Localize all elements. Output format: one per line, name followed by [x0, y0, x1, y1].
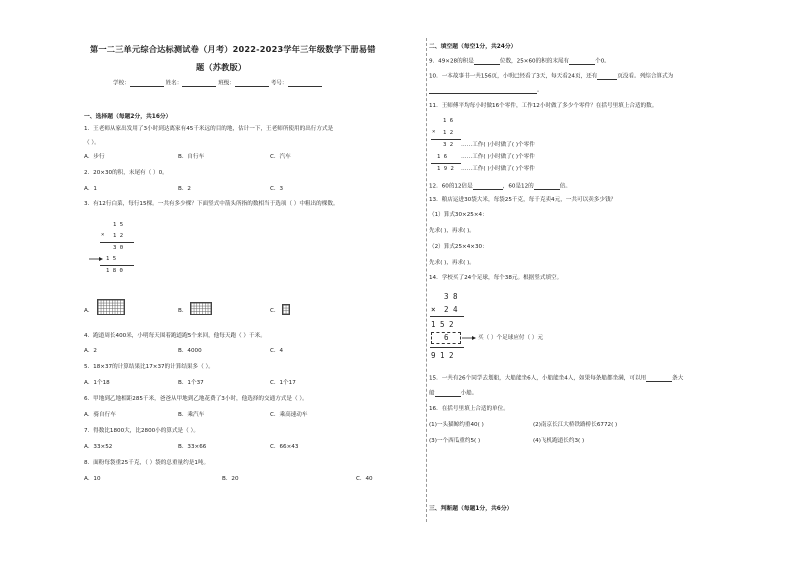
column-divider: [426, 38, 427, 522]
name-label: 姓名：: [165, 80, 183, 87]
section-choice-heading: 一、选择题（每题2分，共16分）: [84, 114, 172, 120]
q6-option-a[interactable]: A．骑自行车: [84, 412, 116, 418]
q13-sub1-answer[interactable]: 先求( )，再求( )。: [429, 228, 475, 234]
q2-text: 2．20×30的积，末尾有（ ）0。: [84, 170, 168, 176]
q15-line2: [429, 391, 477, 397]
exam-no-label: 考号：: [270, 80, 288, 87]
q9-blank-2[interactable]: [569, 59, 595, 65]
q15-blank-2[interactable]: [435, 391, 461, 397]
q8-text: 8．面粉每袋重25千克，（ ）袋的总重量约是1吨。: [84, 460, 210, 466]
exam-no-field[interactable]: [288, 81, 322, 87]
q3-vertical-row3: 3 0: [113, 245, 124, 251]
school-field[interactable]: [130, 81, 164, 87]
q3-option-a-dot-grid: [97, 299, 125, 315]
q11-vertical-line1: [431, 139, 461, 140]
q13-sub2: （2）算式25×4×30：: [429, 244, 488, 250]
q11-desc-1: ……工作( )小时做了( )个零件: [461, 142, 535, 148]
arrow-right-icon: [462, 335, 476, 344]
q14-vertical-line2: [430, 347, 464, 348]
q5-option-c[interactable]: C．1个17: [270, 380, 296, 386]
q15-end: 条大: [672, 375, 684, 382]
q15-line2b: 小船。: [460, 390, 478, 397]
q14-vertical-row1: 3 8: [444, 292, 458, 301]
q11-desc-2: ……工作( )小时做了( )个零件: [461, 154, 535, 160]
q5-option-b[interactable]: B．1个37: [178, 380, 204, 386]
q10-line: [429, 74, 673, 80]
q3-option-a[interactable]: A．: [84, 308, 94, 314]
q16-item-3[interactable]: (3)一个西瓜重约5( ): [429, 438, 481, 444]
exam-title-line2: 题（苏教版）: [196, 62, 247, 72]
q1-text2: （ ）。: [84, 140, 100, 146]
q14-vertical-row3: 1 5 2: [431, 320, 454, 329]
arrow-right-icon: [89, 256, 103, 265]
q15-line: [429, 376, 683, 382]
q9-blank-1[interactable]: [474, 59, 500, 65]
q11-vertical-row4: 1 6: [437, 154, 448, 160]
q7-option-c[interactable]: C．66×43: [270, 444, 299, 450]
q16-text: 16．在括号里填上合适的单位。: [429, 406, 509, 412]
q11-vertical-row3: 3 2: [443, 142, 454, 148]
q10-text: 10．一本故事书一共156页，小明已经看了3天，每天看24页，还有: [429, 73, 598, 80]
q14-arrow-text: 买（ ）个足球应付（ ）元: [478, 335, 544, 341]
q15-line2a: 船: [429, 390, 435, 397]
q1-option-b[interactable]: B．自行车: [178, 154, 205, 160]
q12-blank-1[interactable]: [473, 184, 503, 190]
q12-blank-2[interactable]: [534, 184, 560, 190]
q3-vertical-row4: 1 5: [106, 256, 117, 262]
q11-text: 11．王师傅平均每小时做16个零件，工作12小时做了多少个零件？在括号里填上合适的数。: [429, 103, 658, 109]
q12-text: 12．60的12倍是: [429, 183, 473, 190]
class-label: 班级：: [218, 80, 235, 87]
q13-sub2-answer[interactable]: 先求( )，再求( )。: [429, 260, 475, 266]
q14-vertical-line1: [430, 316, 464, 317]
q2-option-c[interactable]: C．3: [270, 186, 284, 192]
q3-option-c[interactable]: C．: [270, 308, 280, 314]
q4-text: 4．跑道周长400米，小明每天围着跑道跑5个来回，他每天跑（ ）千米。: [84, 333, 266, 339]
q3-option-b-dot-grid: [190, 302, 212, 315]
q3-vertical-line1: [100, 242, 134, 243]
q8-option-c[interactable]: C．40: [356, 476, 373, 482]
q11-vertical-row2: 1 2: [443, 130, 454, 136]
q11-vertical-line2: [431, 163, 461, 164]
q9-end: 个0。: [595, 58, 610, 65]
q8-option-b[interactable]: B．20: [222, 476, 239, 482]
q12-line: [429, 184, 571, 190]
q10-end: 页没看。列综合算式为: [617, 73, 674, 80]
q15-blank-1[interactable]: [646, 376, 672, 382]
q3-text: 3．有12行白菜，每行15棵。一共有多少棵？下面竖式中箭头所指的数相当于选项（ ）中粗出的棵数。: [84, 201, 339, 207]
q7-option-a[interactable]: A．33×52: [84, 444, 113, 450]
q9-line: [429, 59, 610, 65]
q4-option-a[interactable]: A．2: [84, 348, 97, 354]
q11-vertical-times: ×: [432, 129, 436, 135]
q10-line2-end: 。: [537, 87, 543, 94]
section-fill-heading: 二、填空题（每空1分，共24分）: [429, 44, 517, 50]
q9-text: 9．49×28的积是: [429, 58, 474, 65]
q2-option-a[interactable]: A．1: [84, 186, 97, 192]
q15-text: 15．一共有26个同学去划船，大船能坐6人，小船能坐4人，如果每条船都坐满，可以用: [429, 375, 647, 382]
q13-sub1: （1）算式30×25×4：: [429, 212, 488, 218]
q3-vertical-row1: 1 5: [113, 222, 124, 228]
q10-line2: [429, 88, 543, 94]
q3-option-c-dot-grid: [282, 304, 290, 315]
q6-text: 6．甲地到乙地相距285千米，爸爸从甲地到乙地花费了3小时，他选择的交通方式是（ ）。: [84, 396, 308, 402]
q12-end: 倍。: [559, 183, 571, 190]
school-label: 学校：: [113, 80, 130, 87]
q14-vertical-times: ×: [431, 305, 436, 314]
q11-desc-3: ……工作( )小时做了( )个零件: [461, 166, 535, 172]
exam-title-line1: 第一二三单元综合达标测试卷（月考）2022-2023学年三年级数学下册易错: [90, 44, 376, 54]
q6-option-b[interactable]: B．乘汽车: [178, 412, 205, 418]
q10-blank-2[interactable]: [429, 88, 537, 94]
q14-vertical-row4: 6: [444, 333, 449, 342]
q11-vertical-row1: 1 6: [443, 118, 454, 124]
q16-item-2[interactable]: (2)南京长江大桥铁路桥长6772( ): [533, 422, 618, 428]
q5-option-a[interactable]: A．1个18: [84, 380, 110, 386]
class-field[interactable]: [235, 81, 269, 87]
q3-option-b[interactable]: B．: [178, 308, 188, 314]
q12-mid: ，60是12的: [502, 183, 534, 190]
q13-text: 13．粮店运进30袋大米，每袋25千克，每千克卖4元，一共可以卖多少钱？: [429, 197, 617, 203]
q2-option-b[interactable]: B．2: [178, 186, 191, 192]
q14-text: 14．学校买了24个足球，每个38元。根据竖式填空。: [429, 275, 563, 281]
q1-option-a[interactable]: A．步行: [84, 154, 105, 160]
q11-vertical-row5: 1 9 2: [437, 166, 454, 172]
q3-vertical-line2: [100, 265, 134, 266]
q4-option-b[interactable]: B．4000: [178, 348, 202, 354]
q7-option-b[interactable]: B．33×66: [178, 444, 207, 450]
q9-mid: 位数，25×60的积的末尾有: [499, 58, 570, 65]
q3-vertical-row2: 1 2: [113, 233, 124, 239]
q6-option-c[interactable]: C．乘高速动车: [270, 412, 308, 418]
q8-option-a[interactable]: A．10: [84, 476, 101, 482]
q7-text: 7．得数比1800大，比2800小的算式是（ ）。: [84, 428, 199, 434]
q5-text: 5．18×37的计算结果比17×37的计算结果多（ ）。: [84, 364, 214, 370]
q4-option-c[interactable]: C．4: [270, 348, 284, 354]
q3-vertical-times: ×: [101, 232, 105, 238]
q10-blank-1[interactable]: [597, 74, 617, 80]
q16-item-4[interactable]: (4)飞机跑道长约3( ): [533, 438, 585, 444]
q1-option-c[interactable]: C．汽车: [270, 154, 291, 160]
q14-vertical-row5: 9 1 2: [431, 351, 454, 360]
q3-vertical-row5: 1 8 0: [106, 268, 123, 274]
name-field[interactable]: [182, 81, 216, 87]
section-judge-heading: 三、判断题（每题1分，共6分）: [429, 506, 513, 512]
info-line: [113, 81, 322, 87]
q16-item-1[interactable]: (1)一头猫鲸约重40( ): [429, 422, 484, 428]
q1-text: 1．王老师从家出发用了3小时到达离家有45千米远的目的地，估计一下，王老师所使用的出行方式是: [84, 126, 334, 132]
q14-vertical-row2: 2 4: [444, 305, 458, 314]
